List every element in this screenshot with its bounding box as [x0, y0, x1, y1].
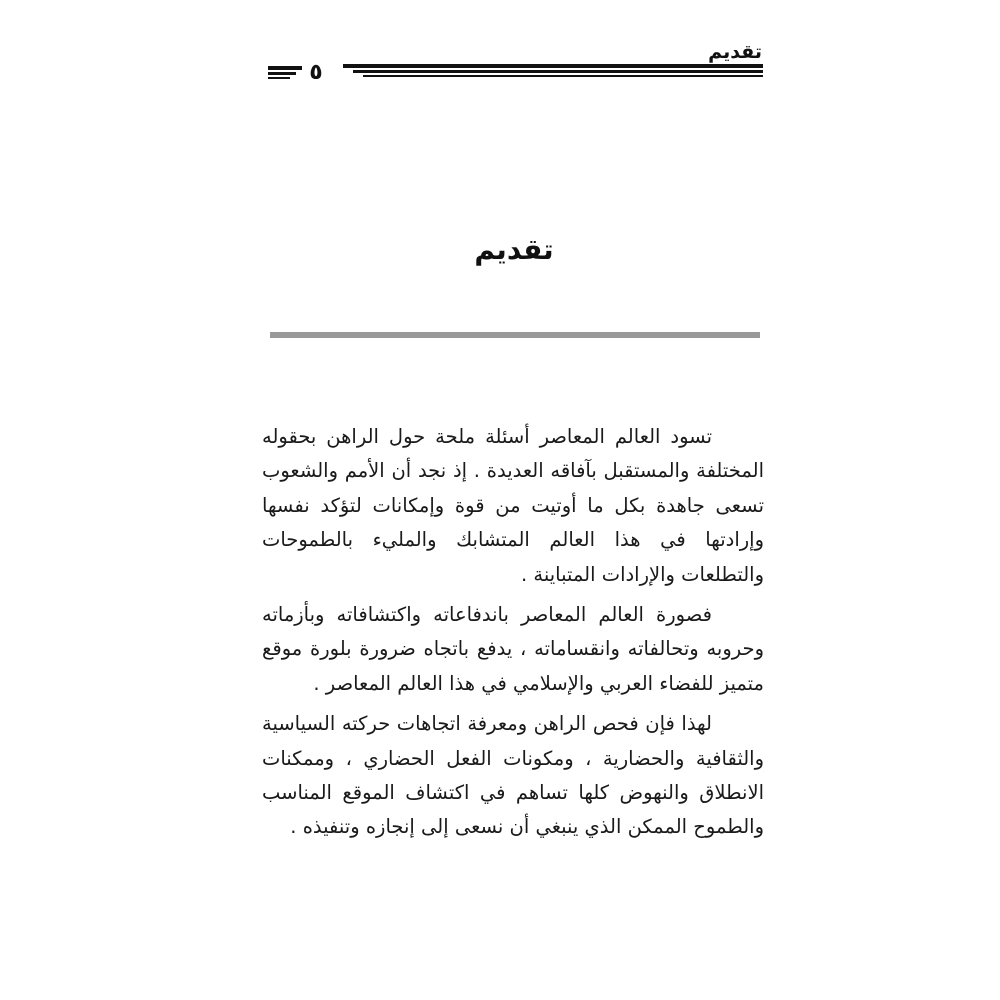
paragraph: تسود العالم المعاصر أسئلة ملحة حول الراهن بحقوله المختلفة والمستقبل بآفاقه العديدة . إذ نجد أن الأمم والشعوب تسعى جاهدة بكل ما أوتيت من قوة وإمكانات لتؤكد نفسها وإرادتها في هذا العالم المتشابك والمليء بالطموحات والتطلعات والإرادات المتباينة .	[262, 425, 764, 586]
header-rule-line	[268, 66, 302, 70]
running-header-title: تقديم	[708, 41, 762, 63]
body-text	[262, 420, 764, 851]
title-divider	[270, 332, 760, 338]
header-rule-short	[268, 64, 302, 84]
header-rule-line	[353, 70, 763, 73]
paragraph: فصورة العالم المعاصر باندفاعاته واكتشافاته وبأزماته وحروبه وتحالفاته وانقساماته ، يدفع باتجاه ضرورة بلورة موقع متميز للفضاء العربي والإسلامي في هذا العالم المعاصر .	[262, 603, 764, 695]
header-rule	[343, 62, 763, 82]
page-number: ٥	[309, 60, 323, 85]
header-rule-line	[268, 77, 290, 79]
paragraph: لهذا فإن فحص الراهن ومعرفة اتجاهات حركته السياسية والثقافية والحضارية ، ومكونات الفعل الحضاري ، وممكنات الانطلاق والنهوض كلها تساهم في اكتشاف الموقع المناسب والطموح الممكن الذي ينبغي أن نسعى إلى إنجازه وتنفيذه .	[262, 712, 764, 839]
chapter-title: تقديم	[474, 233, 554, 266]
header-rule-line	[363, 75, 763, 77]
header-rule-line	[343, 64, 763, 68]
header-rule-line	[268, 72, 296, 75]
